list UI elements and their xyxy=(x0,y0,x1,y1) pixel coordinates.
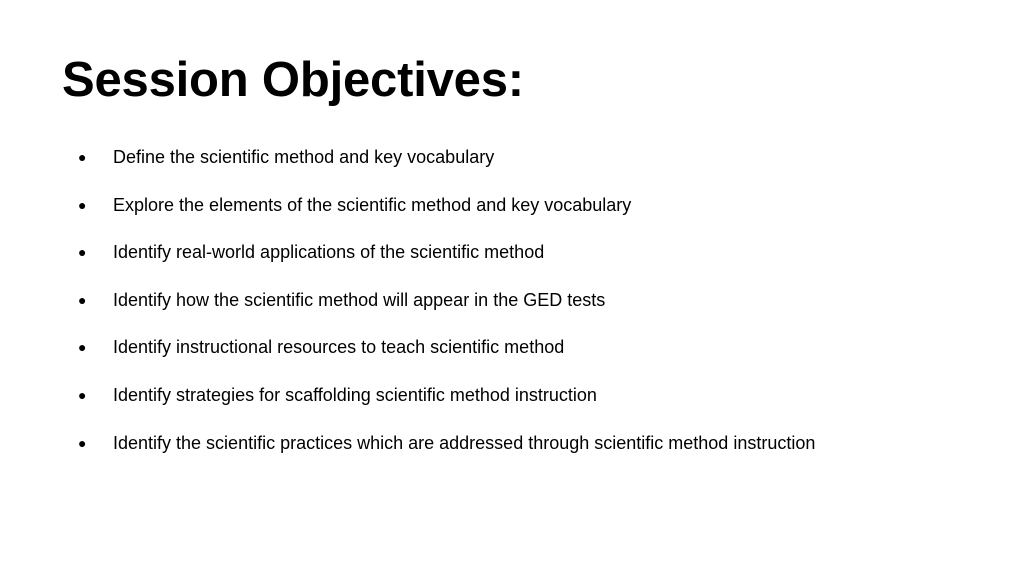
bullet-icon: ● xyxy=(78,339,87,356)
list-item-text: Explore the elements of the scientific method and key vocabulary xyxy=(113,194,632,215)
bullet-icon: ● xyxy=(78,291,87,308)
list-item-text: Identify instructional resources to teach scientific method xyxy=(113,337,565,358)
slide-title: Session Objectives: xyxy=(62,53,524,107)
list-item-text: Identify strategies for scaffolding scientific method instruction xyxy=(113,384,597,405)
list-item-text: Identify the scientific practices which are addressed through scientific method instruction xyxy=(113,432,816,453)
bullet-icon: ● xyxy=(78,434,87,451)
list-item-text: Identify how the scientific method will appear in the GED tests xyxy=(113,289,606,310)
list-item-text: Define the scientific method and key vocabulary xyxy=(113,147,495,167)
bullet-icon: ● xyxy=(78,196,87,213)
bullet-icon: ● xyxy=(78,244,87,261)
bullet-icon: ● xyxy=(78,386,87,403)
bullet-icon: ● xyxy=(78,149,87,165)
list-item-text: Identify real-world applications of the scientific method xyxy=(113,242,545,263)
